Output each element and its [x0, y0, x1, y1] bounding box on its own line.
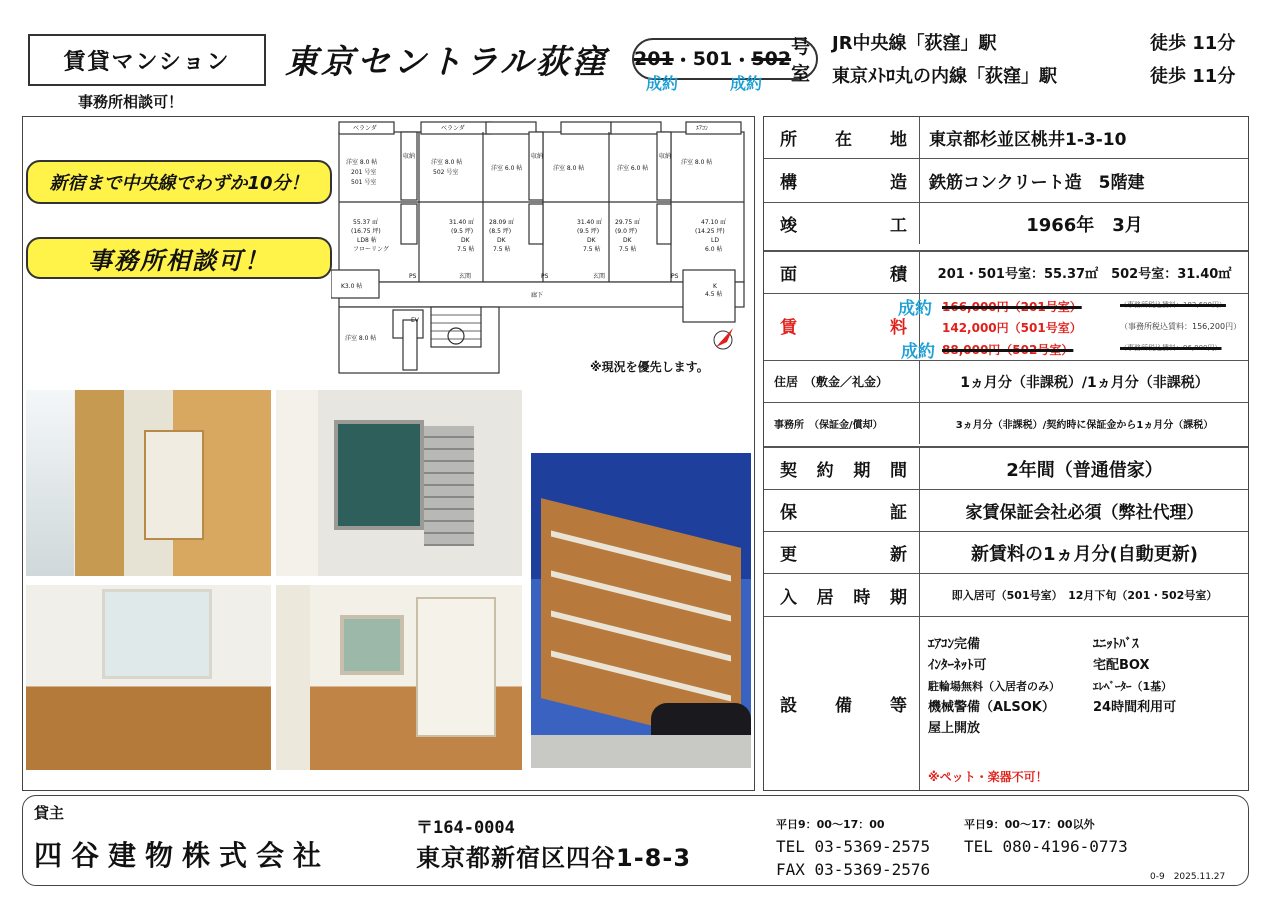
unit-floor: 7.5 帖 — [619, 246, 637, 253]
k45-label: 4.5 帖 — [705, 291, 723, 298]
unit-501: 501 — [692, 48, 733, 70]
spec-row-renewal — [764, 531, 1248, 573]
label-char: 期 — [889, 587, 907, 608]
unit-ld: DK — [497, 237, 506, 244]
tel-offhours[interactable]: TEL 080-4196-0773 — [964, 837, 1128, 856]
spec-row-location — [764, 117, 1248, 158]
unit-area: 29.75 ㎡ — [615, 219, 641, 226]
unit-area: 28.09 ㎡ — [489, 219, 515, 226]
spec-term: 2年間（普通借家） — [1006, 459, 1163, 481]
seiyaku-rent-502: 成約 — [901, 342, 935, 362]
ev-label: EV — [411, 317, 419, 324]
room-title: 洋室 8.0 帖 — [346, 159, 378, 166]
callout-office: 事務所相談可！ — [26, 237, 332, 279]
building-name: 東京セントラル荻窪 — [285, 42, 609, 81]
label-char: 時 — [853, 587, 871, 608]
label-char: 約 — [816, 461, 834, 481]
equip-item: 屋上開放 — [928, 721, 981, 736]
unit-suffix: 号室 — [791, 36, 811, 85]
zip-code: 〒164-0004 — [416, 818, 515, 838]
unit-area: 31.40 ㎡ — [577, 219, 603, 226]
photo-room-closet — [26, 390, 271, 576]
label-char: 新 — [890, 545, 907, 565]
balcony-label: ベランダ — [353, 125, 377, 132]
label-char: 在 — [835, 130, 852, 150]
company-address: 東京都新宿区四谷1-8-3 — [416, 844, 692, 872]
spec-structure: 鉄筋コンクリート造 5階建 — [929, 173, 1145, 193]
unit-area: 55.37 ㎡ — [353, 219, 379, 226]
rent-201: 166,000円（201号室） — [942, 300, 1082, 314]
label-char: 間 — [889, 461, 907, 481]
unit-ld: LD — [711, 237, 719, 244]
spec-guarantee: 家賃保証会社必須（弊社代理） — [965, 503, 1204, 523]
unit-tsubo: (9.5 坪) — [577, 228, 600, 235]
room-title: 洋室 6.0 帖 — [617, 165, 649, 172]
label-char: 等 — [890, 696, 907, 716]
room-title: 洋室 8.0 帖 — [431, 159, 463, 166]
station-line-1: JR中央線「荻窪」駅 — [832, 33, 997, 54]
balcony-label: ベランダ — [441, 125, 465, 132]
rent-501-note: （事務所税込賃料：156,200円） — [1120, 322, 1242, 331]
closet-label: 収納 — [403, 153, 416, 160]
equip-item: ﾕﾆｯﾄﾊﾞｽ — [1093, 637, 1139, 652]
callout-shinjuku: 新宿まで中央線でわずか10分！ — [26, 160, 332, 204]
unit-ld: DK — [587, 237, 596, 244]
label-char: 契 — [780, 461, 797, 481]
seiyaku-rent-201: 成約 — [898, 299, 932, 319]
k45-label: K — [713, 283, 717, 290]
spec-row-residence — [764, 360, 1248, 402]
floorplan-note: ※現況を優先します。 — [590, 360, 709, 374]
floor-plan — [331, 120, 749, 376]
unit-tsubo: (8.5 坪) — [489, 228, 512, 235]
aircon-label: ｴｱｺﾝ — [696, 125, 709, 132]
photo-room-door — [276, 585, 522, 770]
unit-floor: フローリング — [353, 246, 389, 253]
closet-label: 収納 — [659, 153, 672, 160]
unit-floor: 7.5 帖 — [457, 246, 475, 253]
unit-502: 502 — [751, 48, 792, 70]
spec-row-built — [764, 202, 1248, 244]
label-char: 備 — [835, 696, 852, 716]
unit-tsubo: (9.5 坪) — [451, 228, 474, 235]
room-title: 洋室 8.0 帖 — [553, 165, 585, 172]
equip-item: 宅配BOX — [1093, 658, 1150, 673]
photo-building-exterior — [531, 453, 751, 768]
unit-area: 47.10 ㎡ — [701, 219, 727, 226]
label-char: 入 — [780, 587, 797, 608]
label-char: 構 — [780, 173, 797, 193]
label-char: 証 — [890, 503, 907, 523]
label-char: 竣 — [780, 216, 797, 236]
spec-movein: 即入居可（501号室） 12月下旬（201・502号室） — [951, 589, 1218, 602]
label-char: 居 — [816, 587, 834, 608]
property-type-label: 賃貸マンション — [28, 34, 266, 86]
spec-row-area — [764, 250, 1248, 293]
entrance-label: 玄関 — [593, 273, 606, 280]
entrance-label: 玄関 — [459, 273, 472, 280]
spec-residence: 1ヵ月分（非課税）/1ヵ月分（非課税） — [960, 374, 1209, 391]
equip-item: 機械警備（ALSOK） — [928, 700, 1055, 715]
seiyaku-502: 成約 — [730, 74, 763, 93]
unit-floor: 7.5 帖 — [583, 246, 601, 253]
rent-501: 142,000円（501号室） — [942, 321, 1082, 335]
room-sub: 201 号室 — [351, 169, 377, 176]
fax-number: FAX 03-5369-2576 — [776, 860, 931, 879]
no-pets-note: ※ペット・楽器不可！ — [928, 770, 1048, 784]
ps-label: PS — [671, 273, 679, 280]
label-char: 保 — [780, 503, 797, 523]
station-line-2: 東京ﾒﾄﾛ丸の内線「荻窪」駅 — [832, 66, 1057, 87]
room-sub: 501 号室 — [351, 179, 377, 186]
equip-item: ｴｱｺﾝ完備 — [928, 637, 981, 652]
spec-built: 1966年 3月 — [1026, 214, 1143, 236]
spec-office: 3ヵ月分（非課税）/契約時に保証金から1ヵ月分（課税） — [955, 420, 1214, 431]
equipment-list-left — [928, 634, 1060, 739]
offhours-label: 平日9：00〜17：00以外 — [964, 818, 1095, 831]
unit-sep: ・ — [673, 49, 693, 72]
tel-main[interactable]: TEL 03-5369-2575 — [776, 837, 931, 856]
closet-label: 収納 — [531, 153, 544, 160]
spec-location: 東京都杉並区桃井1-3-10 — [929, 130, 1127, 150]
spec-renewal: 新賃料の1ヵ月分(自動更新) — [971, 543, 1198, 565]
station-walk-1: 徒歩 11分 — [1150, 33, 1236, 54]
equip-item: ｴﾚﾍﾞｰﾀｰ（1基） — [1093, 680, 1173, 693]
label-char: 期 — [853, 461, 871, 481]
office-label: 事務所 （保証金/償却） — [764, 403, 920, 444]
unit-sep: ・ — [732, 49, 752, 72]
room-title: 洋室 8.0 帖 — [681, 159, 713, 166]
unit-floor: 6.0 帖 — [705, 246, 723, 253]
label-char: 料 — [890, 318, 907, 338]
unit-floor: 7.5 帖 — [493, 246, 511, 253]
label-char: 面 — [780, 265, 797, 285]
ps-label: PS — [541, 273, 549, 280]
unit-area: 31.40 ㎡ — [449, 219, 475, 226]
spec-row-term — [764, 446, 1248, 489]
ps-label: PS — [409, 273, 417, 280]
unit-tsubo: (16.75 坪) — [351, 228, 381, 235]
label-char: 工 — [890, 216, 907, 236]
label-char: 地 — [890, 130, 907, 150]
landlord-label: 貸主 — [34, 804, 65, 822]
company-name: 四谷建物株式会社 — [34, 839, 331, 872]
spec-row-movein — [764, 573, 1248, 616]
spec-area: 201・501号室：55.37㎡ 502号室：31.40㎡ — [937, 267, 1232, 282]
office-consult-note: 事務所相談可！ — [78, 93, 184, 111]
rent-502-note: （事務所税込賃料：96,800円） — [1120, 344, 1222, 352]
label-char: 賃 — [780, 318, 797, 338]
rent-502: 88,000円（502号室） — [942, 343, 1074, 357]
doc-code: 0-9 2025.11.27 — [1150, 872, 1226, 882]
label-char: 積 — [890, 265, 907, 285]
room-sub: 502 号室 — [433, 169, 459, 176]
unit-ld: DK — [623, 237, 632, 244]
spec-row-structure — [764, 158, 1248, 202]
room-title: 洋室 6.0 帖 — [491, 165, 523, 172]
unit-201: 201 — [634, 48, 674, 70]
station-walk-2: 徒歩 11分 — [1150, 66, 1236, 87]
unit-tsubo: (9.0 坪) — [615, 228, 638, 235]
unit-ld: LD8 帖 — [357, 237, 377, 244]
label-char: 設 — [780, 696, 797, 716]
equip-item: 駐輪場無料（入居者のみ） — [928, 680, 1060, 693]
unit-ld: DK — [461, 237, 470, 244]
washitsu-label: 洋室 8.0 帖 — [345, 335, 377, 342]
label-char: 造 — [890, 173, 907, 193]
equip-item: ｲﾝﾀｰﾈｯﾄ可 — [928, 658, 987, 673]
label-char: 所 — [780, 130, 797, 150]
photo-lobby-mailboxes — [276, 390, 522, 576]
k3-label: K3.0 帖 — [341, 283, 363, 290]
residence-label: 住居 （敷金／礼金） — [764, 361, 920, 402]
equipment-list-right — [1093, 634, 1176, 718]
rent-201-note: （事務所税込賃料：182,600円） — [1120, 301, 1226, 309]
unit-tsubo: (14.25 坪) — [695, 228, 725, 235]
label-char: 更 — [780, 545, 797, 565]
seiyaku-201: 成約 — [646, 74, 679, 93]
weekday-hours: 平日9：00〜17：00 — [776, 818, 885, 831]
spec-row-office — [764, 402, 1248, 444]
equip-item: 24時間利用可 — [1093, 700, 1177, 715]
spec-row-guarantee — [764, 489, 1248, 531]
photo-room-window — [26, 585, 271, 770]
corridor-label: 廊下 — [531, 292, 544, 299]
